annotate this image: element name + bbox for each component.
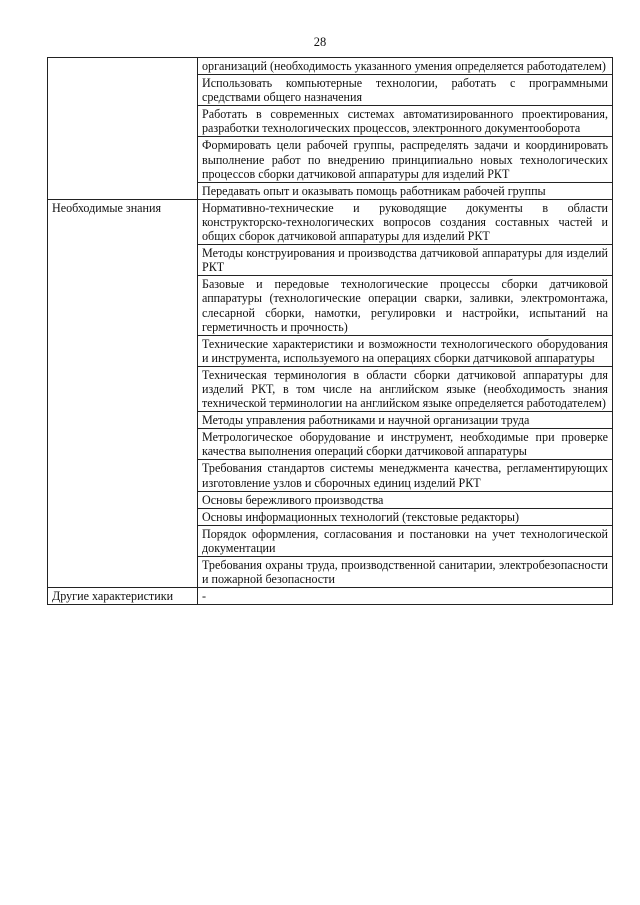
table-cell: Базовые и передовые технологические процессы сборки датчиковой аппаратуры (технологические операции сварки, заливки, электромонтажа, слесарной сборки, намотки, регулировки и настройки, испытаний на герметичность и прочность) <box>198 276 613 335</box>
table-cell: Метрологическое оборудование и инструмент, необходимые при проверке качества выполнения операций сборки датчиковой аппаратуры <box>198 429 613 460</box>
table-cell: Использовать компьютерные технологии, работать с программными средствами общего назначения <box>198 75 613 106</box>
row-label <box>48 58 198 200</box>
table-cell: Основы бережливого производства <box>198 491 613 508</box>
table-cell: Нормативно-технические и руководящие документы в области конструкторско-технологических вопросов создания составных частей и общих сборок датчиковой аппаратуры для изделий РКТ <box>198 199 613 244</box>
table-cell: Порядок оформления, согласования и постановки на учет технологической документации <box>198 525 613 556</box>
row-label: Необходимые знания <box>48 199 198 587</box>
table-cell: Работать в современных системах автоматизированного проектирования, разработки технологических процессов, электронного документооборота <box>198 106 613 137</box>
row-label: Другие характеристики <box>48 588 198 605</box>
table-cell: Требования охраны труда, производственной санитарии, электробезопасности и пожарной безопасности <box>198 557 613 588</box>
table-row <box>48 58 613 75</box>
table-row <box>48 588 613 605</box>
table-cell: Требования стандартов системы менеджмента качества, регламентирующих изготовление узлов и сборочных единиц изделий РКТ <box>198 460 613 491</box>
table-cell: Методы управления работниками и научной организации труда <box>198 412 613 429</box>
table-cell: Техническая терминология в области сборки датчиковой аппаратуры для изделий РКТ, в том числе на английском языке (необходимость знания технической терминологии на английском языке определяется работодателем) <box>198 366 613 411</box>
table-cell: Основы информационных технологий (текстовые редакторы) <box>198 508 613 525</box>
table-cell: Методы конструирования и производства датчиковой аппаратуры для изделий РКТ <box>198 245 613 276</box>
table-cell: Формировать цели рабочей группы, распределять задачи и координировать выполнение работ по внедрению принципиально новых технологических процессов сборки датчиковой аппаратуры для изделий РКТ <box>198 137 613 182</box>
table-cell: Технические характеристики и возможности технологического оборудования и инструмента, используемого на операциях сборки датчиковой аппаратуры <box>198 335 613 366</box>
requirements-table <box>47 57 613 605</box>
page-number: 28 <box>313 35 327 49</box>
table-row <box>48 199 613 244</box>
table-cell: Передавать опыт и оказывать помощь работникам рабочей группы <box>198 182 613 199</box>
table-cell: организаций (необходимость указанного умения определяется работодателем) <box>198 58 613 75</box>
table-cell: - <box>198 588 613 605</box>
